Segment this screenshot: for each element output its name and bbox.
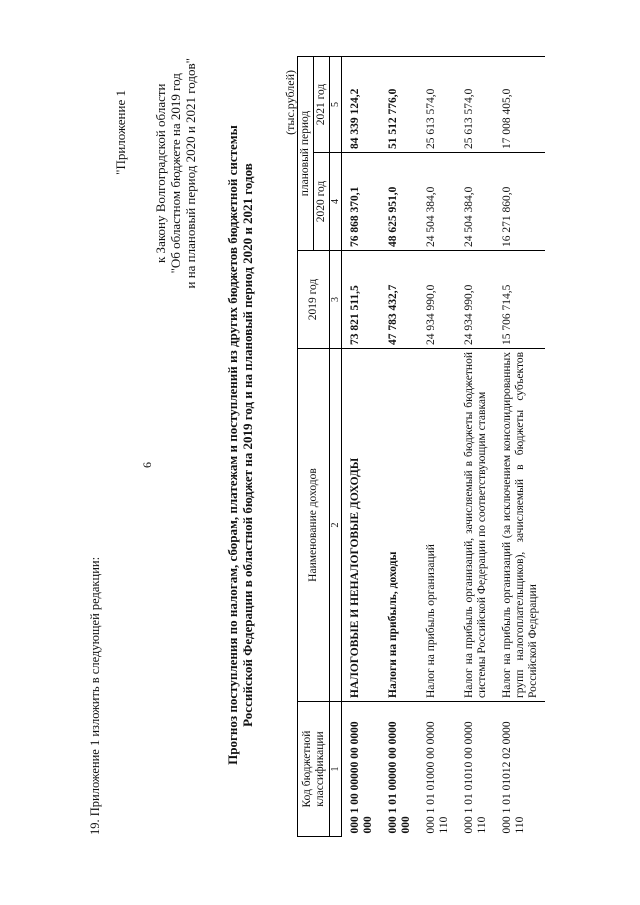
- row-value-2019: 24 934 990,0: [418, 251, 456, 349]
- intro-paragraph: 19. Приложение 1 изложить в следующей редакции:: [88, 556, 102, 835]
- row-name: НАЛОГОВЫЕ И НЕНАЛОГОВЫЕ ДОХОДЫ: [342, 349, 381, 702]
- column-number: 4: [330, 153, 342, 251]
- header-2019: 2019 год: [298, 251, 330, 349]
- units-label: (тыс.рублей): [283, 70, 297, 135]
- column-number-row: [330, 57, 342, 837]
- law-line: и на плановый период 2020 и 2021 годов": [183, 58, 198, 289]
- column-number: 2: [330, 349, 342, 702]
- row-value-2019: 24 934 990,0: [456, 251, 494, 349]
- row-value-2020: 24 504 384,0: [456, 153, 494, 251]
- column-number: 5: [330, 57, 342, 153]
- table-row: [342, 57, 381, 837]
- row-value-2021: 84 339 124,2: [342, 57, 381, 153]
- row-name: Налог на прибыль организаций: [418, 349, 456, 702]
- row-value-2021: 25 613 574,0: [456, 57, 494, 153]
- row-code: 000 1 01 01012 02 0000 110: [494, 702, 545, 837]
- row-name: Налоги на прибыль, доходы: [380, 349, 418, 702]
- header-2020: 2020 год: [314, 153, 330, 251]
- column-number: 1: [330, 702, 342, 837]
- table-row: [418, 57, 456, 837]
- title-line: Российской Федерации в областной бюджет на 2019 год и на плановый период 2020 и 2021 годов: [240, 163, 255, 727]
- table-header-row: [298, 57, 314, 837]
- header-code: Код бюджетной классификации: [298, 702, 330, 837]
- header-2021: 2021 год: [314, 57, 330, 153]
- column-number: 3: [330, 251, 342, 349]
- header-name: Наименование доходов: [298, 349, 330, 702]
- revenue-forecast-table: [297, 56, 545, 837]
- header-planned-period: плановый период: [298, 57, 314, 251]
- row-code: 000 1 00 00000 00 0000 000: [342, 702, 381, 837]
- document-title: [225, 55, 255, 835]
- row-code: 000 1 01 01010 00 0000 110: [456, 702, 494, 837]
- appendix-label: "Приложение 1: [113, 90, 128, 175]
- appendix-law-reference: [153, 58, 198, 289]
- law-line: к Закону Волгоградской области: [153, 83, 168, 264]
- row-value-2020: 24 504 384,0: [418, 153, 456, 251]
- row-name: Налог на прибыль организаций, зачисляемый в бюджеты бюджетной системы Российской Федерации по соответствующим ставкам: [456, 349, 494, 702]
- row-code: 000 1 01 01000 00 0000 110: [418, 702, 456, 837]
- row-value-2021: 51 512 776,0: [380, 57, 418, 153]
- row-value-2020: 48 625 951,0: [380, 153, 418, 251]
- table-row: [456, 57, 494, 837]
- row-value-2019: 73 821 511,5: [342, 251, 381, 349]
- table-row: [380, 57, 418, 837]
- row-value-2021: 17 008 405,0: [494, 57, 545, 153]
- row-value-2019: 47 783 432,7: [380, 251, 418, 349]
- row-value-2021: 25 613 574,0: [418, 57, 456, 153]
- title-line: Прогноз поступления по налогам, сборам, платежам и поступлений из других бюджетов бюджетной системы: [225, 125, 240, 765]
- page-number: 6: [140, 462, 154, 468]
- row-value-2020: 16 271 860,0: [494, 153, 545, 251]
- law-line: "Об областном бюджете на 2019 год: [168, 73, 183, 274]
- row-value-2019: 15 706 714,5: [494, 251, 545, 349]
- row-name: Налог на прибыль организаций (за исключением консолидированных групп налогоплательщиков), зачисляемый в бюджеты субъектов Российской Федерации: [494, 349, 545, 702]
- row-value-2020: 76 868 370,1: [342, 153, 381, 251]
- row-code: 000 1 01 00000 00 0000 000: [380, 702, 418, 837]
- table-row: [494, 57, 545, 837]
